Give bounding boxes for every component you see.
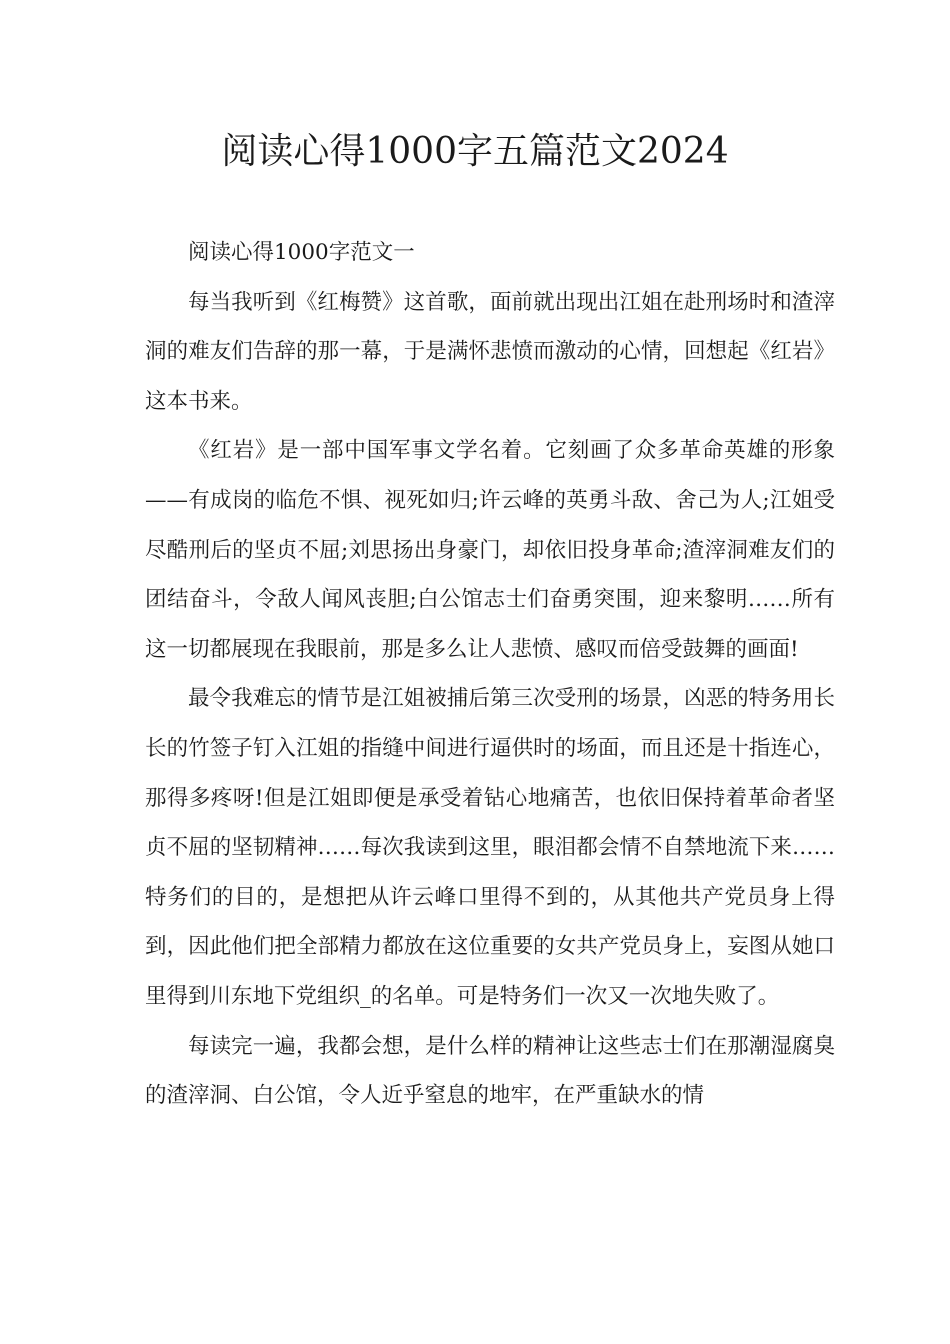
paragraph: 每读完一遍，我都会想，是什么样的精神让这些志士们在那潮湿腐臭的渣滓洞、白公馆，令人近乎窒息的地牢，在严重缺水的情: [145, 1033, 835, 1109]
document-body: [145, 228, 835, 1121]
paragraph: 《红岩》是一部中国军事文学名着。它刻画了众多革命英雄的形象——有成岗的临危不惧、视死如归;许云峰的英勇斗敌、舍己为人;江姐受尽酷刑后的坚贞不屈;刘思扬出身豪门，却依旧投身革命;渣滓洞难友们的团结奋斗，令敌人闻风丧胆;白公馆志士们奋勇突围，迎来黎明……所有这一切都展现在我眼前，那是多么让人悲愤、感叹而倍受鼓舞的画面!: [145, 438, 835, 662]
section-heading: 阅读心得1000字范文一: [188, 240, 415, 265]
paragraph: 每当我听到《红梅赞》这首歌，面前就出现出江姐在赴刑场时和渣滓洞的难友们告辞的那一幕，于是满怀悲愤而激动的心情，回想起《红岩》这本书来。: [145, 289, 835, 414]
paragraph: 最令我难忘的情节是江姐被捕后第三次受刑的场景，凶恶的特务用长长的竹签子钉入江姐的指缝中间进行逼供时的场面，而且还是十指连心，那得多疼呀!但是江姐即便是承受着钻心地痛苦，也依旧保持着革命者坚贞不屈的坚韧精神……每次我读到这里，眼泪都会情不自禁地流下来……特务们的目的，是想把从许云峰口里得不到的，从其他共产党员身上得到，因此他们把全部精力都放在这位重要的女共产党员身上，妄图从她口里得到川东地下党组织_的名单。可是特务们一次又一次地失败了。: [145, 686, 835, 1009]
document-title: 阅读心得1000字五篇范文2024: [221, 131, 729, 172]
